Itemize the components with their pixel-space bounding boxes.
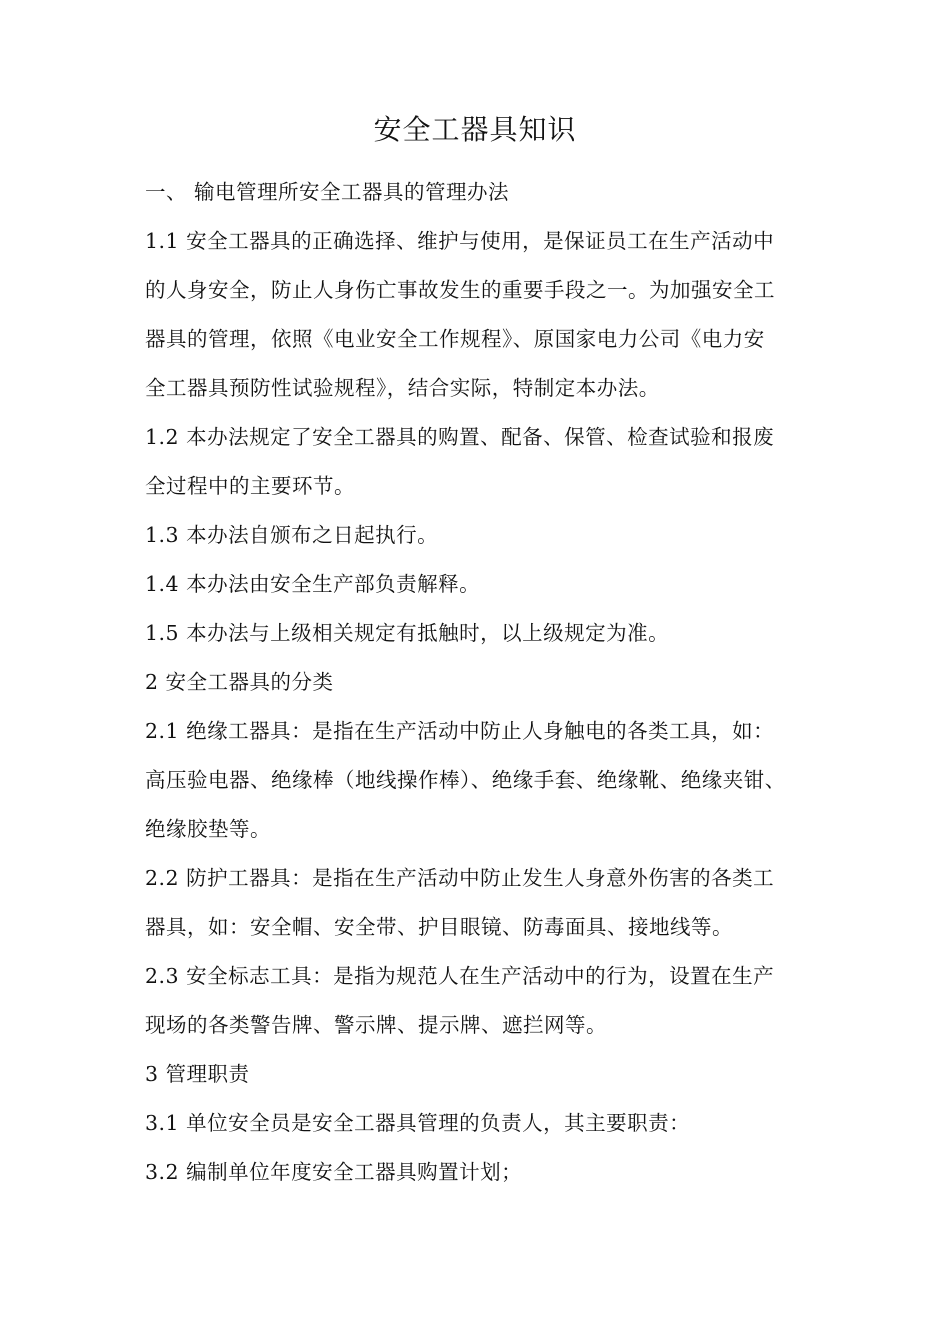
paragraph-line: 1.1 安全工器具的正确选择、维护与使用，是保证员工在生产活动中 xyxy=(145,229,775,253)
document-body xyxy=(145,168,815,1197)
paragraph-line: 2.1 绝缘工器具：是指在生产活动中防止人身触电的各类工具，如： xyxy=(145,719,775,743)
section-heading-1: 一、 输电管理所安全工器具的管理办法 xyxy=(145,180,510,204)
paragraph-line: 器具的管理，依照《电业安全工作规程》、原国家电力公司《电力安 xyxy=(145,327,765,351)
paragraph-line: 2.3 安全标志工具：是指为规范人在生产活动中的行为，设置在生产 xyxy=(145,964,775,988)
paragraph-line: 1.3 本办法自颁布之日起执行。 xyxy=(145,523,439,547)
paragraph-line: 器具，如：安全帽、安全带、护目眼镜、防毒面具、接地线等。 xyxy=(145,915,733,939)
paragraph-line: 3.1 单位安全员是安全工器具管理的负责人，其主要职责： xyxy=(145,1111,691,1135)
paragraph-line: 高压验电器、绝缘棒（地线操作棒）、绝缘手套、绝缘靴、绝缘夹钳、 xyxy=(145,768,786,792)
paragraph-line: 绝缘胶垫等。 xyxy=(145,817,271,841)
section-heading-3: 3 管理职责 xyxy=(145,1062,250,1086)
paragraph-line: 1.5 本办法与上级相关规定有抵触时，以上级规定为准。 xyxy=(145,621,670,645)
paragraph-line: 全过程中的主要环节。 xyxy=(145,474,355,498)
paragraph-line: 3.2 编制单位年度安全工器具购置计划； xyxy=(145,1160,523,1184)
paragraph-line: 1.4 本办法由安全生产部负责解释。 xyxy=(145,572,481,596)
paragraph-line: 的人身安全，防止人身伤亡事故发生的重要手段之一。为加强安全工 xyxy=(145,278,775,302)
document-title: 安全工器具知识 xyxy=(373,113,577,146)
paragraph-line: 1.2 本办法规定了安全工器具的购置、配备、保管、检查试验和报废 xyxy=(145,425,775,449)
paragraph-line: 现场的各类警告牌、警示牌、提示牌、遮拦网等。 xyxy=(145,1013,607,1037)
paragraph-line: 2.2 防护工器具：是指在生产活动中防止发生人身意外伤害的各类工 xyxy=(145,866,775,890)
section-heading-2: 2 安全工器具的分类 xyxy=(145,670,334,694)
paragraph-line: 全工器具预防性试验规程》，结合实际，特制定本办法。 xyxy=(145,376,660,400)
